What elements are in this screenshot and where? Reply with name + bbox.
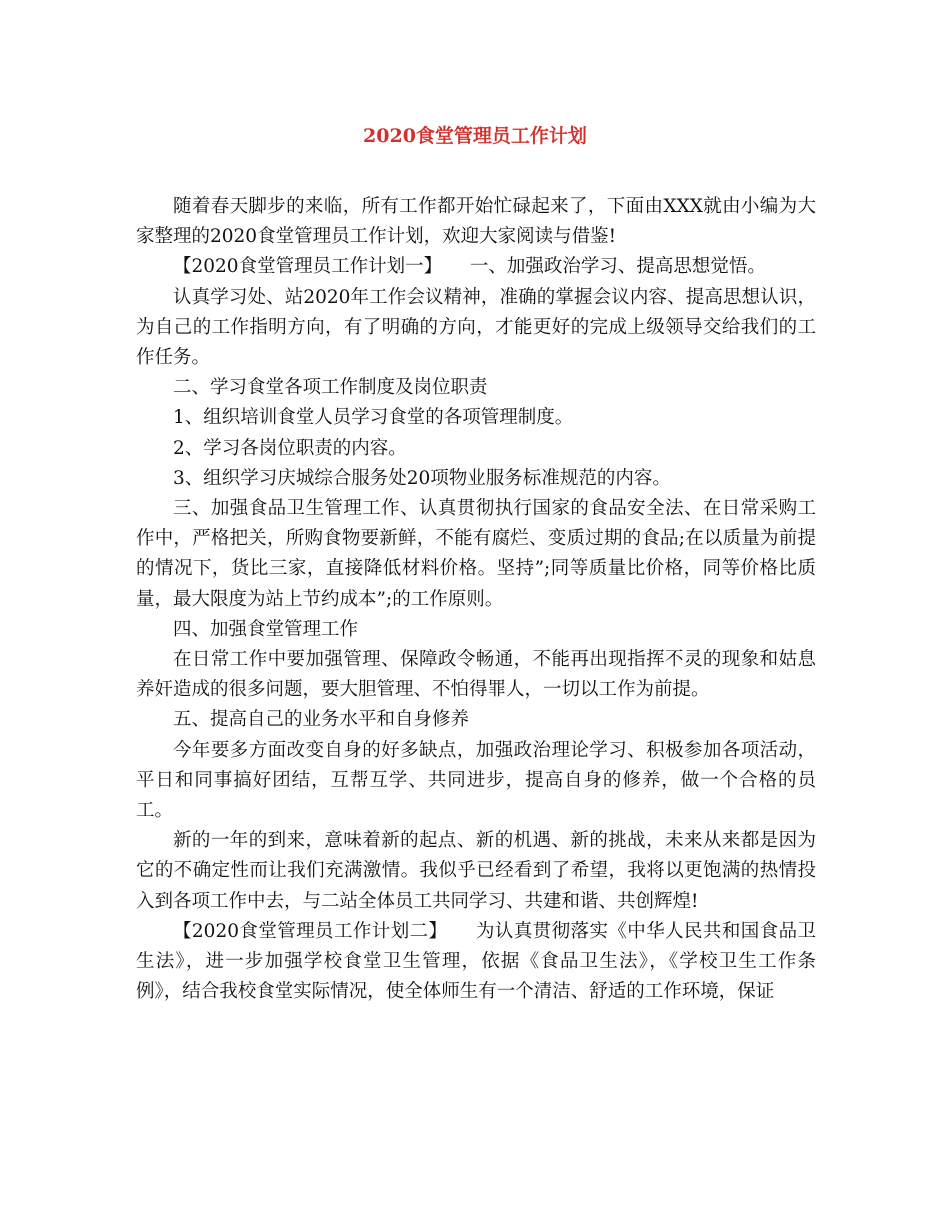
- paragraph-study-meeting: 认真学习处、站2020年工作会议精神，准确的掌握会议内容、提高思想认识，为自己的工作指明方向，有了明确的方向，才能更好的完成上级领导交给我们的工作任务。: [136, 286, 816, 369]
- paragraph-section-four: 四、加强食堂管理工作: [173, 618, 359, 640]
- document-title: 2020食堂管理员工作计划: [363, 125, 587, 147]
- paragraph-item-1: 1、组织培训食堂人员学习食堂的各项管理制度。: [173, 407, 574, 429]
- document-body: [136, 192, 816, 1007]
- paragraph-self-improvement: 今年要多方面改变自身的好多缺点，加强政治理论学习、积极参加各项活动，平日和同事搞好团结，互帮互学、共同进步，提高自身的修养，做一个合格的员工。: [136, 739, 816, 822]
- paragraph-daily-management: 在日常工作中要加强管理、保障政令畅通，不能再出现指挥不灵的现象和姑息养奸造成的很多问题，要大胆管理、不怕得罪人，一切以工作为前提。: [136, 649, 816, 701]
- paragraph-section-five: 五、提高自己的业务水平和自身修养: [173, 709, 470, 731]
- paragraph-item-2: 2、学习各岗位职责的内容。: [173, 437, 407, 459]
- paragraph-new-year: 新的一年的到来，意味着新的起点、新的机遇、新的挑战，未来从来都是因为它的不确定性而让我们充满激情。我似乎已经看到了希望，我将以更饱满的热情投入到各项工作中去，与二站全体员工共同学习、共建和谐、共创辉煌!: [136, 830, 816, 912]
- paragraph-section-three: 三、加强食品卫生管理工作、认真贯彻执行国家的食品安全法、在日常采购工作中，严格把关，所购食物要新鲜，不能有腐烂、变质过期的食品;在以质量为前提的情况下，货比三家，直接降低材料价格。坚持”;同等质量比价格，同等价格比质量，最大限度为站上节约成本”;的工作原则。: [136, 498, 816, 610]
- paragraph-plan-two: 【2020食堂管理员工作计划二】 为认真贯彻落实《中华人民共和国食品卫生法》，进一步加强学校食堂卫生管理，依据《食品卫生法》，《学校卫生工作条例》，结合我校食堂实际情况，使全体师生有一个清洁、舒适的工作环境，保证: [136, 920, 816, 1003]
- paragraph-item-3: 3、组织学习庆城综合服务处20项物业服务标准规范的内容。: [173, 467, 671, 489]
- paragraph-plan-one-heading: 【2020食堂管理员工作计划一】 一、加强政治学习、提高思想觉悟。: [173, 256, 766, 278]
- paragraph-intro: 随着春天脚步的来临，所有工作都开始忙碌起来了，下面由XXX就由小编为大家整理的2020食堂管理员工作计划，欢迎大家阅读与借鉴!: [136, 196, 816, 248]
- paragraph-section-two: 二、学习食堂各项工作制度及岗位职责: [173, 377, 488, 399]
